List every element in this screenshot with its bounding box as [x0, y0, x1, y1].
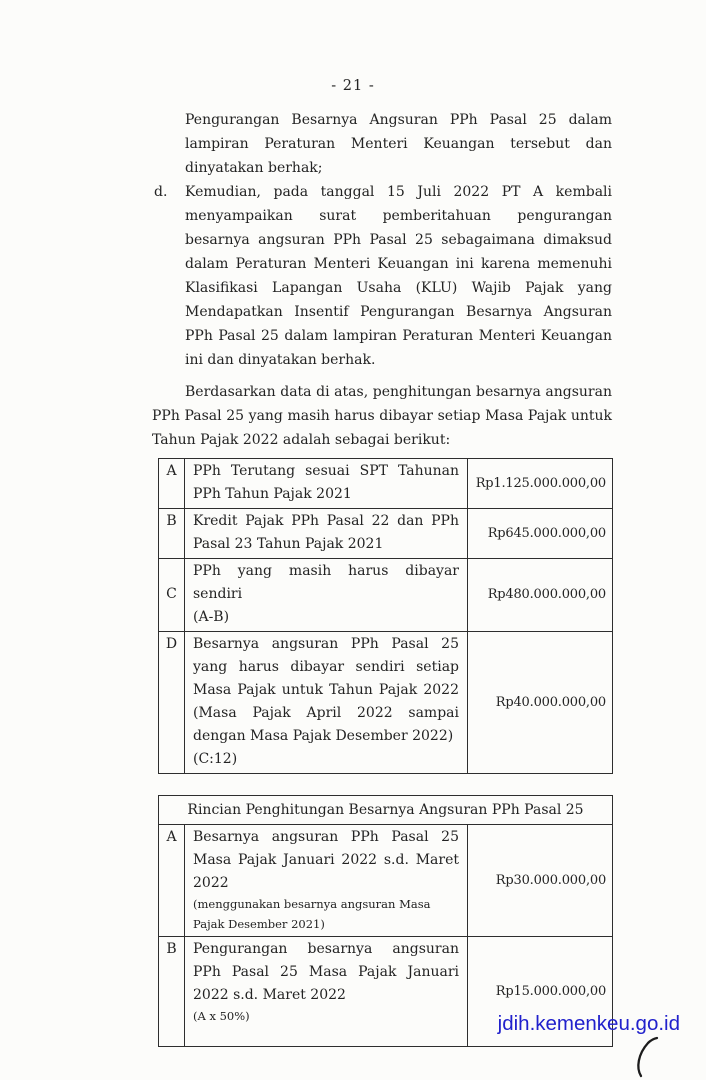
row-description: Kredit Pajak PPh Pasal 22 dan PPh Pasal 23 Tahun Pajak 2021 [185, 509, 468, 559]
row-description-note: (A-B) [193, 609, 230, 625]
row-description-note: (menggunakan besarnya angsuran Masa Pajak Desember 2021) [193, 897, 431, 931]
footer [498, 1012, 680, 1036]
paragraph-item-c-continuation: Pengurangan Besarnya Angsuran PPh Pasal 25 dalam lampiran Peraturan Menteri Keuangan tersebut dan dinyatakan berhak; [185, 112, 612, 176]
row-description: PPh Terutang sesuai SPT Tahunan PPh Tahun Pajak 2021 [185, 459, 468, 509]
document-body [152, 108, 612, 1047]
pen-stroke-mark [630, 1036, 664, 1078]
row-description: Pengurangan besarnya angsuran PPh Pasal 25 Masa Pajak Januari 2022 s.d. Maret 2022 (A x 50%) [185, 937, 468, 1047]
table-row [159, 825, 613, 937]
table-row [159, 632, 613, 774]
row-description-note: (A x 50%) [193, 1009, 250, 1023]
row-amount: Rp1.125.000.000,00 [468, 459, 613, 509]
list-item-d-marker: d. [154, 184, 168, 200]
intro-paragraph: Berdasarkan data di atas, penghitungan besarnya angsuran PPh Pasal 25 yang masih harus dibayar setiap Masa Pajak untuk Tahun Pajak 2022 adalah sebagai berikut: [152, 384, 612, 448]
row-amount: Rp480.000.000,00 [468, 559, 613, 632]
row-letter: A [159, 459, 185, 509]
row-amount: Rp30.000.000,00 [468, 825, 613, 937]
detail-table-title: Rincian Penghitungan Besarnya Angsuran PPh Pasal 25 [159, 796, 613, 825]
row-description: Besarnya angsuran PPh Pasal 25 yang harus dibayar sendiri setiap Masa Pajak untuk Tahun Pajak 2022 (Masa Pajak April 2022 sampai dengan Masa Pajak Desember 2022) (C:12) [185, 632, 468, 774]
table-row [159, 459, 613, 509]
table-row [159, 509, 613, 559]
row-letter: A [159, 825, 185, 937]
installment-detail-table [158, 795, 613, 1047]
row-amount: Rp645.000.000,00 [468, 509, 613, 559]
row-letter: D [159, 632, 185, 774]
row-letter: B [159, 937, 185, 1047]
row-description: PPh yang masih harus dibayar sendiri (A-B) [185, 559, 468, 632]
row-letter: C [159, 559, 185, 632]
list-item-d [152, 180, 612, 372]
row-amount: Rp40.000.000,00 [468, 632, 613, 774]
row-amount: Rp15.000.000,00 [468, 937, 613, 1047]
row-description-note: (C:12) [193, 751, 238, 767]
page-number: - 21 - [331, 78, 375, 94]
installment-calculation-table [158, 458, 613, 774]
row-description: Besarnya angsuran PPh Pasal 25 Masa Pajak Januari 2022 s.d. Maret 2022 (menggunakan besarnya angsuran Masa Pajak Desember 2021) [185, 825, 468, 937]
list-item-d-text: Kemudian, pada tanggal 15 Juli 2022 PT A kembali menyampaikan surat pemberitahuan pengurangan besarnya angsuran PPh Pasal 25 sebagaimana dimaksud dalam Peraturan Menteri Keuangan ini karena memenuhi Klasifikasi Lapangan Usaha (KLU) Wajib Pajak yang Mendapatkan Insentif Pengurangan Besarnya Angsuran PPh Pasal 25 dalam lampiran Peraturan Menteri Keuangan ini dan dinyatakan berhak. [185, 184, 612, 368]
detail-table-header-row [159, 796, 613, 825]
table-row [159, 559, 613, 632]
row-letter: B [159, 509, 185, 559]
footer-link[interactable]: jdih.kemenkeu.go.id [497, 1012, 680, 1035]
